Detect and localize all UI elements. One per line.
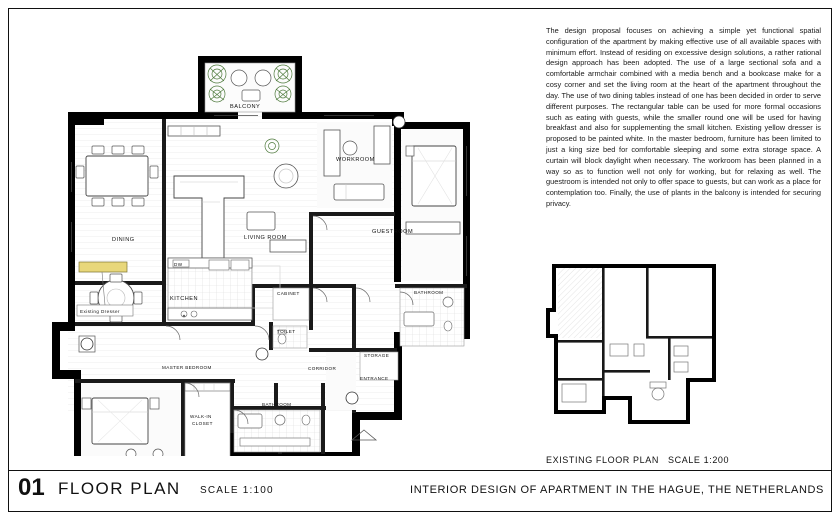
annotation-dishwasher: DW (174, 262, 183, 267)
existing-floor-fill (558, 268, 602, 338)
floor-plan-svg (34, 26, 494, 456)
design-description-text: The design proposal focuses on achieving a simple yet functional spatial configuration of the apartment by making effective use of all available spaces with minimum effort. Instead of residing on excessive design solutions, a rather rational design approach has been adopted. The use of a large sectional sofa and a comfortable armchair combined with a media bench and a bookcase make for a cosy corner and set the living room at the heart of the apartment throughout the day. The use of two dining tables instead of one has been decided in order to serve different purposes. The rectangular table can be used for more formal occasions such as eating with guests, while the smaller round one will be used for having breakfast and also for supplementing the small kitchen. Existing yellow dresser is proposed to be painted white. In the master bedroom, furniture has been limited to just a king size bed for comfortable sleeping and some extra storage space. A curtain will block daylight when necessary. The workroom has been planned in a way so as to function well not only for working, but for relaxing as well. The guestroom is intended not only to offer space to guests, but can work as a place for contemplation too. Finally, the use of plants in the balcony is intended for securing privacy. (546, 26, 821, 208)
kitchen-area (168, 258, 252, 320)
room-label-kitchen: KITCHEN (170, 296, 199, 302)
room-label-dining: DINING (112, 237, 135, 243)
walk-in-closet-area (185, 383, 230, 456)
existing-floor-plan-drawing (546, 258, 741, 448)
room-label-bathroom-lower: BATHROOM (262, 402, 292, 407)
room-label-guestroom: GUESTROOM (372, 229, 414, 235)
room-label-toilet: TOILET (277, 329, 296, 334)
room-label-walk-in-closet: WALK-IN (190, 414, 212, 419)
room-label-master-bedroom: MASTER BEDROOM (162, 365, 212, 370)
room-label-storage: STORAGE (364, 353, 390, 358)
annotation-existing-dresser: Existing Dresser (80, 309, 120, 314)
sheet-scale: SCALE 1:100 (200, 485, 274, 496)
balcony-area (205, 63, 295, 112)
existing-plan-scale: SCALE 1:200 (668, 455, 730, 465)
room-label-cabinet: CABINET (277, 291, 300, 296)
titleblock-divider (9, 470, 831, 471)
workroom-area (317, 122, 392, 208)
room-label-bathroom-upper: BATHROOM (414, 290, 444, 295)
project-title: INTERIOR DESIGN OF APARTMENT IN THE HAGUE, THE NETHERLANDS (410, 484, 824, 496)
existing-plan-caption: EXISTING FLOOR PLAN (546, 455, 659, 465)
cabinet-toilet-area (273, 288, 309, 348)
room-label-workroom: WORKROOM (336, 157, 375, 163)
floor-plan-drawing (34, 26, 494, 456)
room-label-balcony: BALCONY (230, 104, 261, 110)
room-label-living-room: LIVING ROOM (244, 235, 287, 241)
room-label-entrance: ENTRANCE (360, 376, 389, 381)
sheet-number: 01 (18, 474, 45, 501)
room-label-corridor: CORRIDOR (308, 366, 337, 371)
room-label-walk-in-closet-2: CLOSET (192, 421, 213, 426)
sheet-title: FLOOR PLAN (58, 479, 181, 498)
existing-plan-svg (546, 258, 741, 448)
